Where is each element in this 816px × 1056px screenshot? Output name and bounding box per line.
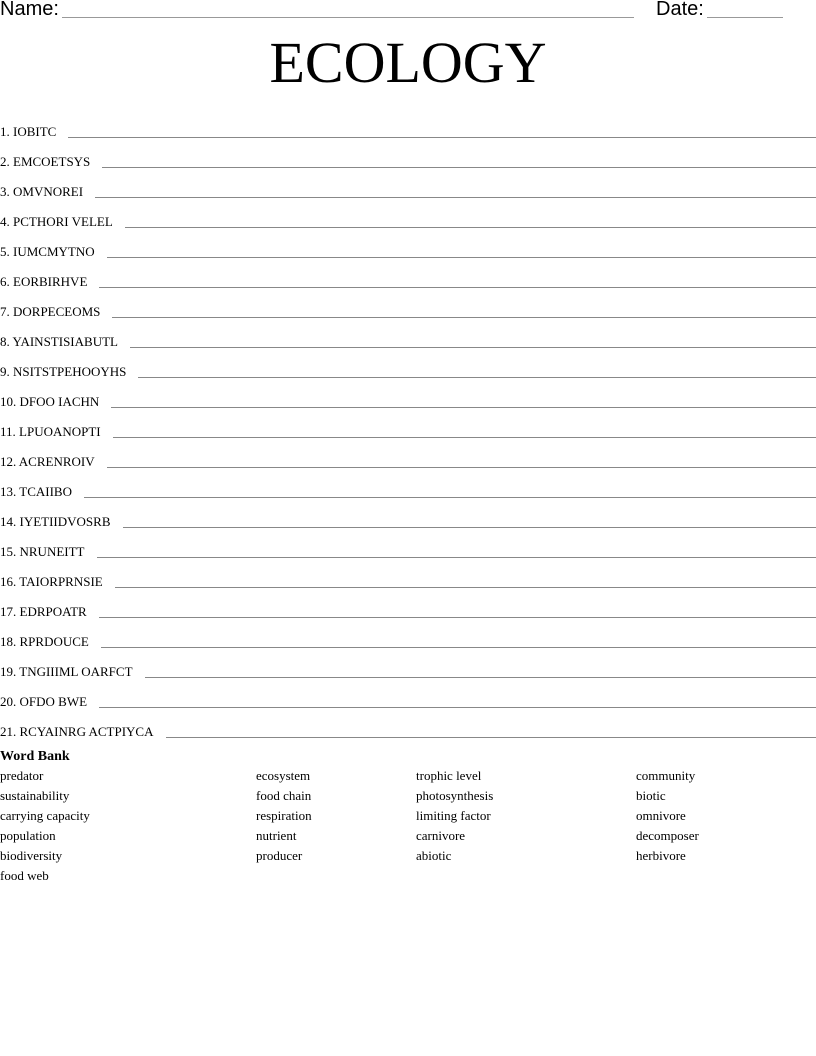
scrambled-word: 10. DFOO IACHN bbox=[0, 394, 100, 409]
word-bank-item: abiotic bbox=[416, 848, 452, 863]
answer-line[interactable] bbox=[95, 197, 816, 198]
word-bank-item: biodiversity bbox=[0, 848, 63, 863]
answer-line[interactable] bbox=[115, 587, 816, 588]
answer-line[interactable] bbox=[97, 557, 816, 558]
question-row bbox=[0, 260, 816, 290]
scrambled-word: 4. PCTHORI VELEL bbox=[0, 214, 113, 229]
scrambled-word: 20. OFDO BWE bbox=[0, 694, 88, 709]
scrambled-word: 8. YAINSTISIABUTL bbox=[0, 334, 118, 349]
question-row bbox=[0, 320, 816, 350]
worksheet-header bbox=[0, 0, 816, 22]
question-row bbox=[0, 110, 816, 140]
date-label: Date: bbox=[656, 0, 704, 20]
scrambled-word: 7. DORPECEOMS bbox=[0, 304, 101, 319]
answer-line[interactable] bbox=[99, 617, 816, 618]
word-bank-item: ecosystem bbox=[256, 768, 311, 783]
question-list bbox=[0, 110, 816, 740]
answer-line[interactable] bbox=[113, 437, 816, 438]
question-row bbox=[0, 380, 816, 410]
answer-line[interactable] bbox=[138, 377, 816, 378]
word-bank-item: carnivore bbox=[416, 828, 466, 843]
scrambled-word: 19. TNGIIIML OARFCT bbox=[0, 664, 133, 679]
answer-line[interactable] bbox=[166, 737, 816, 738]
word-bank-item: predator bbox=[0, 768, 44, 783]
word-bank-item: producer bbox=[256, 848, 303, 863]
answer-line[interactable] bbox=[84, 497, 816, 498]
answer-line[interactable] bbox=[112, 317, 816, 318]
question-row bbox=[0, 230, 816, 260]
question-row bbox=[0, 290, 816, 320]
answer-line[interactable] bbox=[102, 167, 816, 168]
answer-line[interactable] bbox=[130, 347, 816, 348]
question-row bbox=[0, 710, 816, 740]
scrambled-word: 21. RCYAINRG ACTPIYCA bbox=[0, 724, 154, 739]
answer-line[interactable] bbox=[145, 677, 816, 678]
word-bank-item: limiting factor bbox=[416, 808, 491, 823]
word-bank-item: carrying capacity bbox=[0, 808, 90, 823]
word-bank-item: decomposer bbox=[636, 828, 699, 843]
answer-line[interactable] bbox=[99, 707, 816, 708]
scrambled-word: 15. NRUNEITT bbox=[0, 544, 85, 559]
answer-line[interactable] bbox=[107, 257, 816, 258]
question-row bbox=[0, 350, 816, 380]
word-bank-grid bbox=[0, 766, 816, 886]
scrambled-word: 12. ACRENROIV bbox=[0, 454, 95, 469]
word-bank-item: photosynthesis bbox=[416, 788, 494, 803]
question-row bbox=[0, 620, 816, 650]
word-bank bbox=[0, 748, 816, 886]
scrambled-word: 5. IUMCMYTNO bbox=[0, 244, 95, 259]
question-row bbox=[0, 170, 816, 200]
word-bank-item: herbivore bbox=[636, 848, 686, 863]
answer-line[interactable] bbox=[125, 227, 816, 228]
name-label: Name: bbox=[0, 0, 59, 20]
page-title: ECOLOGY bbox=[269, 30, 547, 95]
word-bank-item: omnivore bbox=[636, 808, 686, 823]
scrambled-word: 2. EMCOETSYS bbox=[0, 154, 91, 169]
word-bank-item: population bbox=[0, 828, 56, 843]
name-field[interactable] bbox=[62, 17, 634, 18]
question-row bbox=[0, 590, 816, 620]
scrambled-word: 9. NSITSTPEHOOYHS bbox=[0, 364, 127, 379]
question-row bbox=[0, 650, 816, 680]
question-row bbox=[0, 410, 816, 440]
scrambled-word: 14. IYETIIDVOSRB bbox=[0, 514, 111, 529]
question-row bbox=[0, 680, 816, 710]
question-row bbox=[0, 140, 816, 170]
scrambled-word: 1. IOBITC bbox=[0, 124, 57, 139]
question-row bbox=[0, 560, 816, 590]
date-field[interactable] bbox=[707, 17, 783, 18]
scrambled-word: 3. OMVNOREI bbox=[0, 184, 84, 199]
answer-line[interactable] bbox=[107, 467, 816, 468]
question-row bbox=[0, 530, 816, 560]
scrambled-word: 11. LPUOANOPTI bbox=[0, 424, 101, 439]
question-row bbox=[0, 440, 816, 470]
word-bank-item: respiration bbox=[256, 808, 312, 823]
answer-line[interactable] bbox=[99, 287, 816, 288]
answer-line[interactable] bbox=[111, 407, 816, 408]
word-bank-item: community bbox=[636, 768, 696, 783]
answer-line[interactable] bbox=[123, 527, 816, 528]
word-bank-item: biotic bbox=[636, 788, 666, 803]
scrambled-word: 13. TCAIIBO bbox=[0, 484, 72, 499]
answer-line[interactable] bbox=[101, 647, 816, 648]
word-bank-item: sustainability bbox=[0, 788, 70, 803]
scrambled-word: 16. TAIORPRNSIE bbox=[0, 574, 103, 589]
word-bank-item: food web bbox=[0, 868, 49, 883]
word-bank-item: nutrient bbox=[256, 828, 297, 843]
question-row bbox=[0, 200, 816, 230]
word-bank-item: trophic level bbox=[416, 768, 482, 783]
word-bank-item: food chain bbox=[256, 788, 312, 803]
scrambled-word: 17. EDRPOATR bbox=[0, 604, 87, 619]
scrambled-word: 6. EORBIRHVE bbox=[0, 274, 88, 289]
word-bank-title: Word Bank bbox=[0, 749, 70, 764]
question-row bbox=[0, 470, 816, 500]
question-row bbox=[0, 500, 816, 530]
scrambled-word: 18. RPRDOUCE bbox=[0, 634, 89, 649]
answer-line[interactable] bbox=[68, 137, 816, 138]
